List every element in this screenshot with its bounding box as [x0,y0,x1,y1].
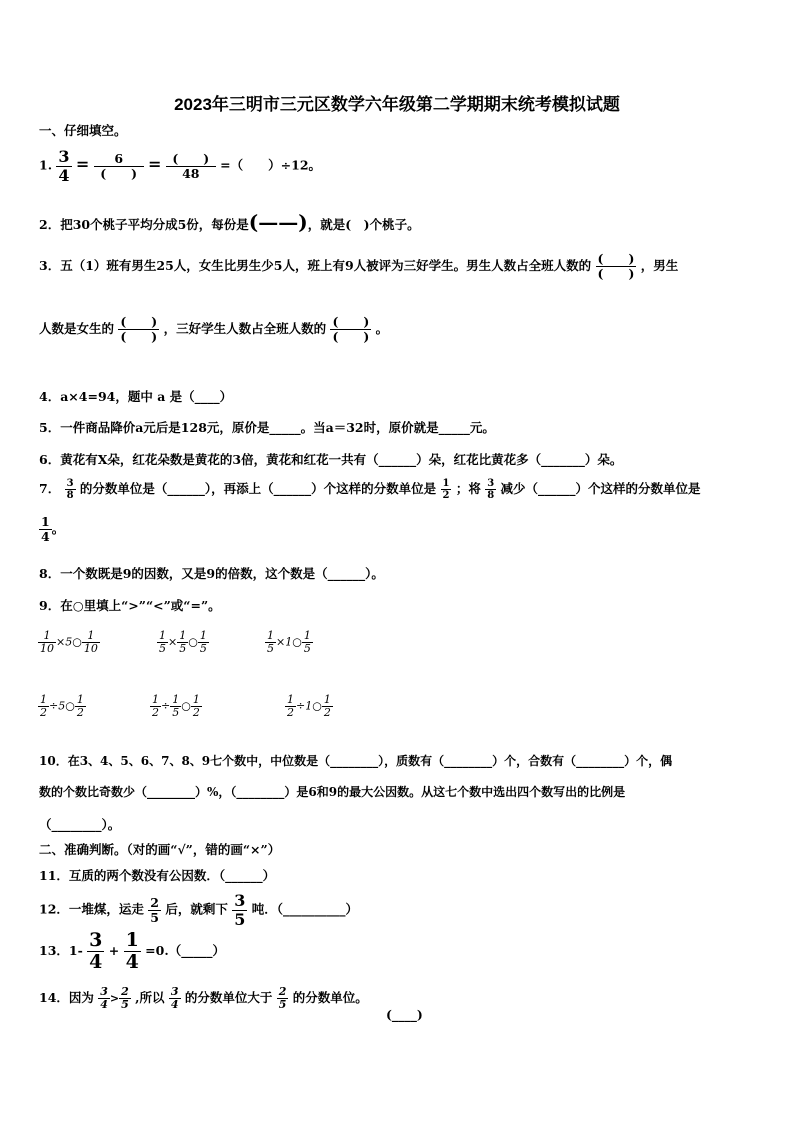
compare-item: $\frac{1}{5}$ × $\frac{1}{5}$ ○ $\frac{1}{5}$ [159,629,207,656]
fraction: $\frac{1}{4}$ [41,514,50,544]
question-13: 13．1- $\frac{3}{4}$ + $\frac{1}{4}$ =0.（_____） [39,929,225,973]
question-6: 6．黄花有X朵，红花朵数是黄花的3倍，黄花和红花一共有（______）朵，红花比黄花多（_______）朵。 [39,452,623,467]
fraction: $\frac{( )}{48}$ [166,152,216,181]
question-1: 1. $\frac{3}{4}$ = $\frac{6}{( )}$ = $\frac{( )}{48}$ =（ ）÷12。 [39,147,322,185]
question-14: 14．因为 $\frac{3}{4}$ > $\frac{2}{5}$ ,所以 $\frac{3}{4}$ 的分数单位大于 $\frac{2}{5}$ 的分数单位。 [39,985,368,1012]
compare-item: $\frac{1}{2}$ ÷1○ $\frac{1}{2}$ [287,693,331,720]
question-10-line-2: 数的个数比奇数少（________）%，（________）是6和9的最大公因数。从这七个数中选出四个数写出的比例是 [39,785,626,799]
fraction: $\frac{2}{5}$ [121,985,129,1012]
answer-blank: (____) [386,1007,423,1022]
fraction: $\frac{3}{8}$ [487,478,495,501]
compare-item: $\frac{1}{2}$ ÷5○ $\frac{1}{2}$ [40,693,84,720]
question-2: 2．把30个桃子平均分成5份，每份是(——)，就是( )个桃子。 [39,210,420,234]
question-12: 12．一堆煤，运走 $\frac{2}{5}$ 后，就剩下 $\frac{3}{5}$ 吨．（__________） [39,891,358,929]
fraction: $\frac{2}{5}$ [150,894,159,925]
question-9: 9．在○里填上“>”“<”或“=”。 [39,598,221,613]
fraction: $\frac{3}{4}$ [170,985,179,1012]
fraction: $\frac{3}{4}$ [89,929,103,973]
compare-item: $\frac{1}{5}$ ×1○ $\frac{1}{5}$ [267,629,311,656]
question-3: 3．五（1）班有男生25人，女生比男生少5人，班上有9人被评为三好学生。男生人数占全班人数的 $\frac{( )}{( )}$ ，男生 [39,251,679,281]
fraction: $\frac{1}{2}$ [442,478,450,501]
fraction: $\frac{3}{5}$ [234,891,246,929]
fraction: $\frac{6}{( )}$ [94,152,144,181]
question-3-continued: 人数是女生的 $\frac{( )}{( )}$ ，三好学生人数占全班人数的 $\frac{( )}{( )}$ 。 [39,314,389,344]
fraction: $\frac{3}{4}$ [58,147,70,185]
question-4: 4．a×4=94，题中 a 是（____） [39,389,233,404]
question-10: 10．在3、4、5、6、7、8、9七个数中，中位数是（________），质数有（________）个，合数有（________）个，偶 [39,754,673,768]
fraction-blank: $\frac{( )}{( )}$ [332,314,370,344]
fraction-blank: $\frac{( )}{( )}$ [120,314,158,344]
compare-item: $\frac{1}{2}$ ÷ $\frac{1}{5}$ ○ $\frac{1}{2}$ [152,693,200,720]
fraction: $\frac{3}{8}$ [66,478,74,501]
fraction: $\frac{2}{5}$ [278,985,287,1012]
question-10-line-3: （________）。 [39,817,121,832]
q1-number: 1. [39,157,53,173]
section-2-heading: 二、准确判断。（对的画“√”，错的画“×”） [39,842,281,857]
question-7-continued: $\frac{1}{4}$ 。 [41,514,65,544]
answer-blank: (——) [248,210,308,234]
question-5: 5．一件商品降价a元后是128元，原价是_____。当a＝32时，原价就是_____元。 [39,420,495,435]
section-1-heading: 一、仔细填空。 [39,123,127,138]
fraction-blank: $\frac{( )}{( )}$ [597,251,635,281]
page-title: 2023年三明市三元区数学六年级第二学期期末统考模拟试题 [174,95,620,114]
fraction: $\frac{3}{4}$ [100,985,108,1012]
question-8: 8．一个数既是9的因数，又是9的倍数，这个数是（______）。 [39,566,384,581]
fraction: $\frac{1}{4}$ [125,929,139,973]
question-11: 11．互质的两个数没有公因数．（______） [39,868,276,883]
question-7: 7． $\frac{3}{8}$ 的分数单位是（______），再添上（______）个这样的分数单位是 $\frac{1}{2}$ ；将 $\frac{3}{8}$ 减少（______）个这样的分数单位是 [39,478,701,501]
compare-item: $\frac{1}{10}$ ×5○ $\frac{1}{10}$ [40,629,98,656]
